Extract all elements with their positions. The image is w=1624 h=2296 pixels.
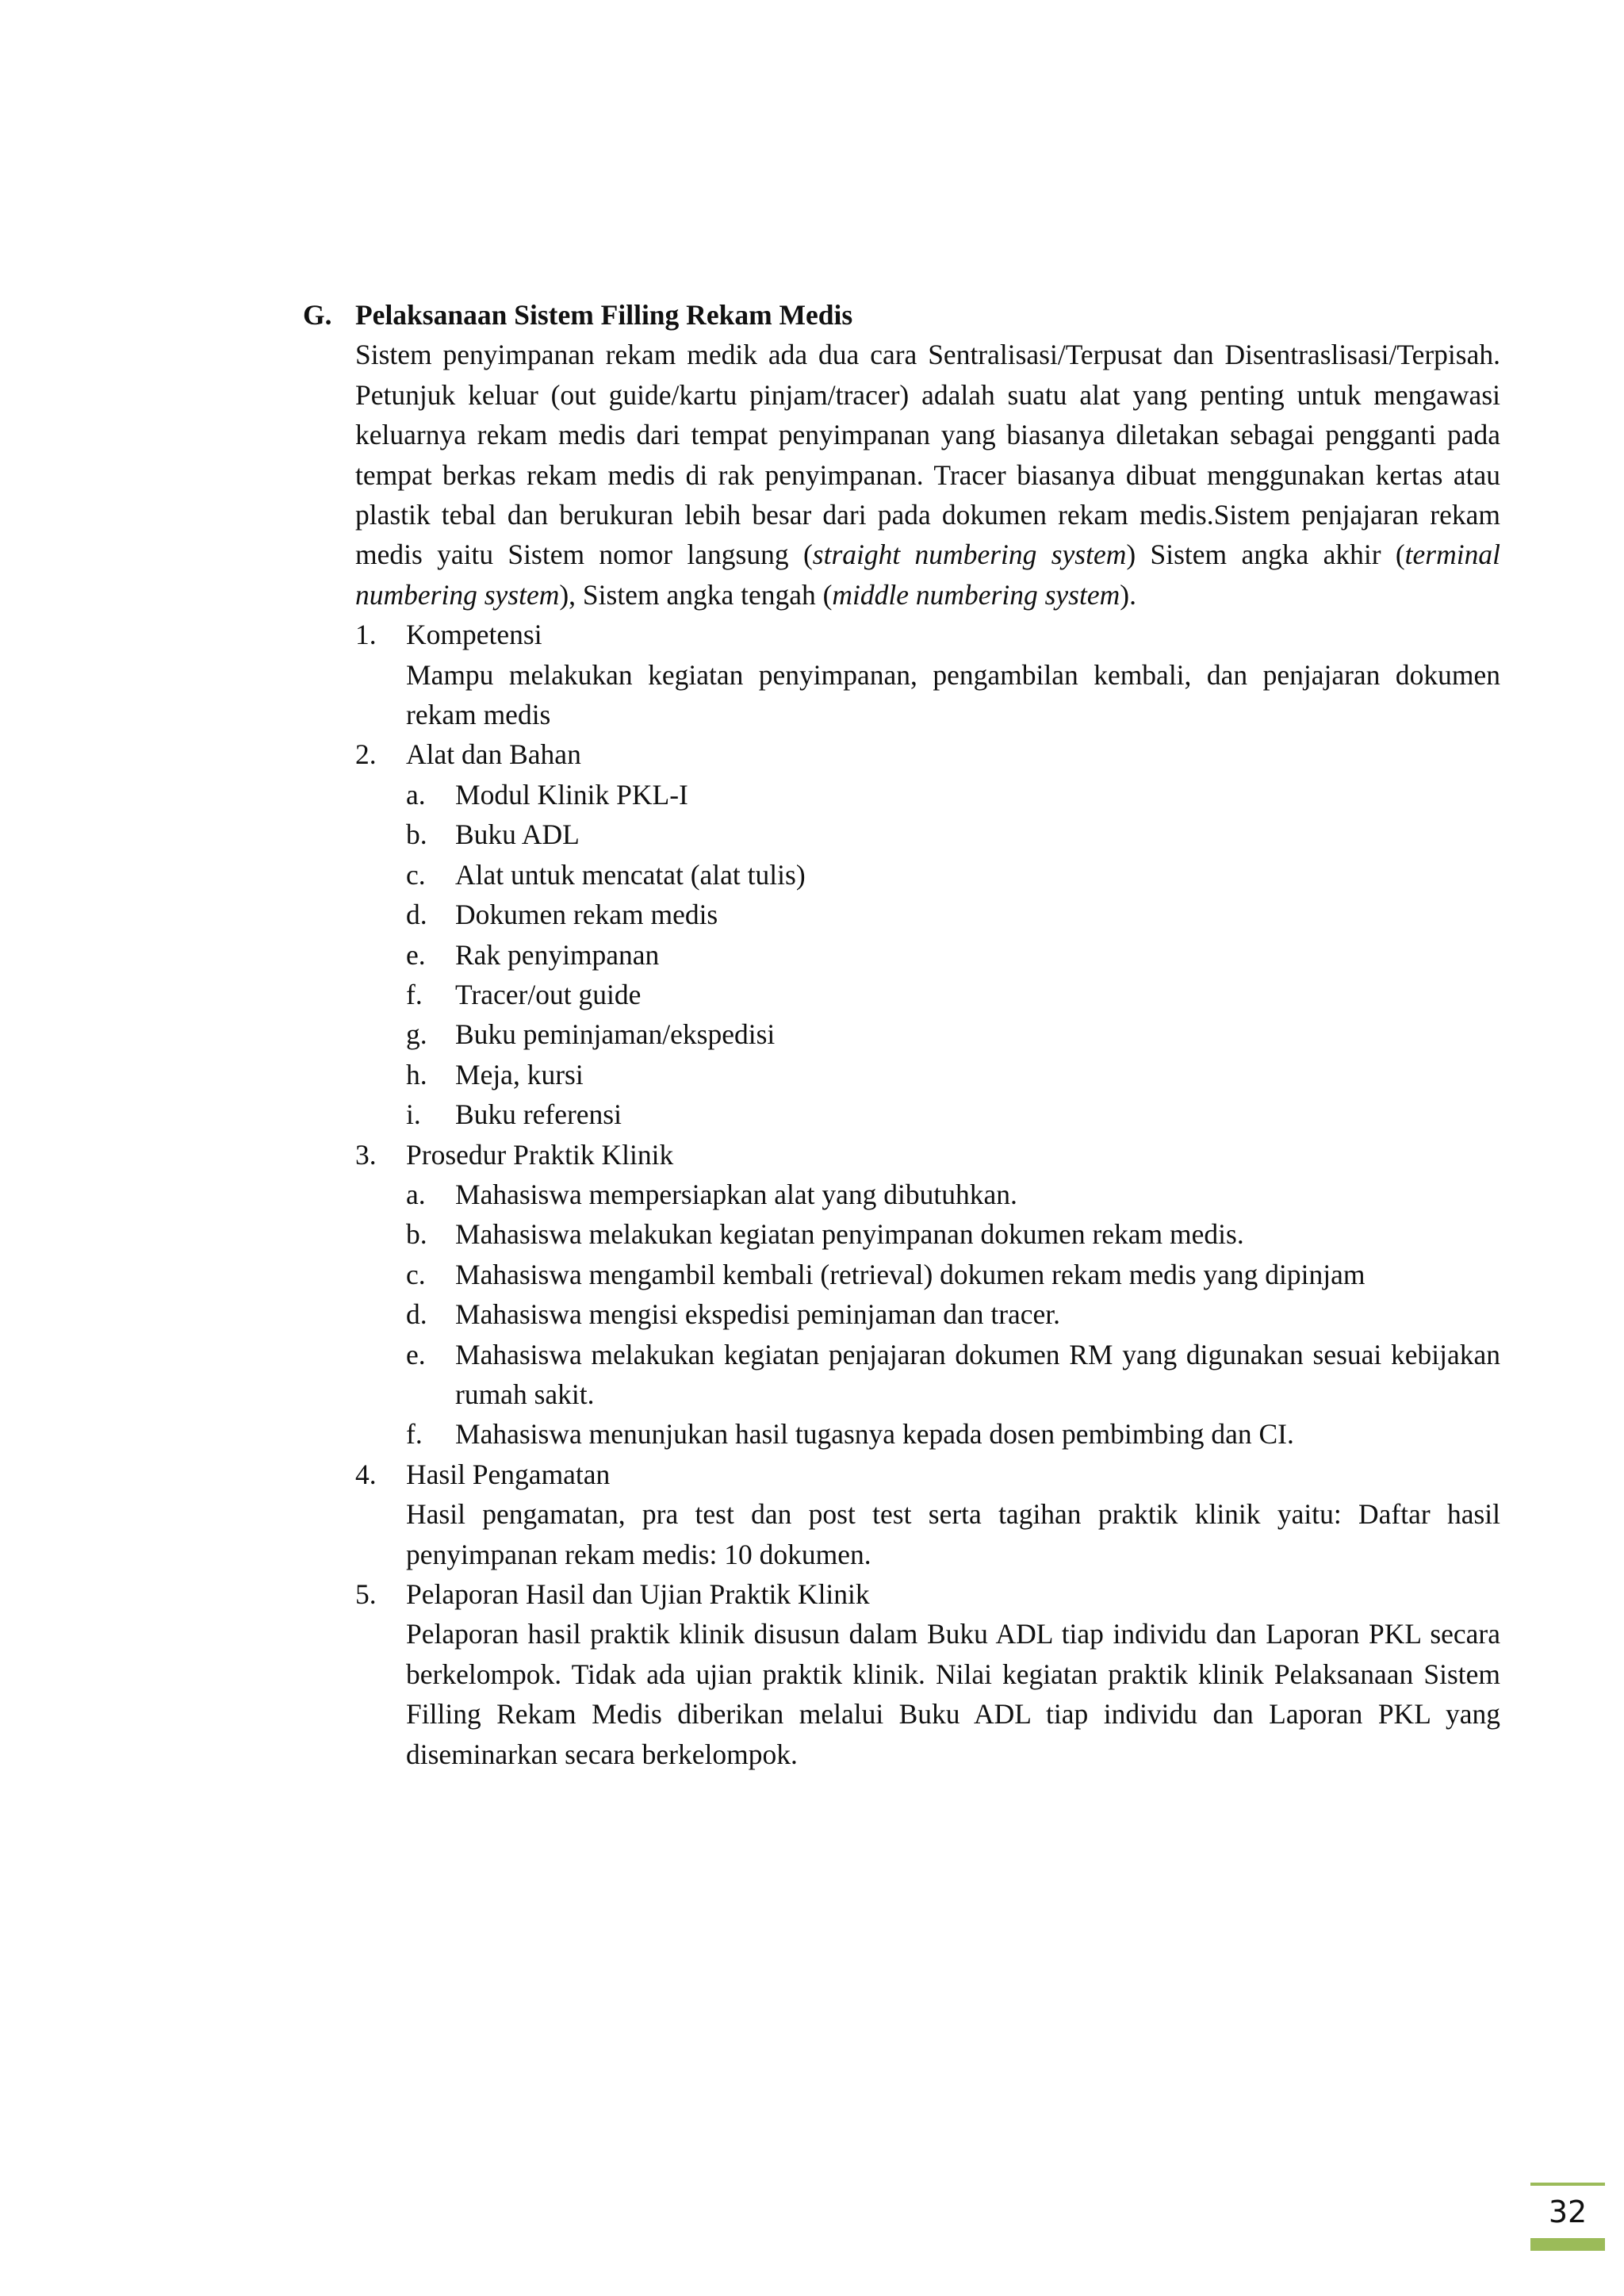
sub-list-item-text: Rak penyimpanan — [455, 938, 660, 971]
section-letter: G. — [303, 299, 332, 331]
sub-list-item-text: Meja, kursi — [455, 1058, 584, 1091]
list-item — [355, 1135, 1500, 1455]
sub-list-item-letter: c. — [406, 1258, 426, 1290]
intro-italic-term: terminal numbering system — [355, 539, 1500, 611]
sub-list-item — [406, 1094, 1500, 1134]
list-item-body — [406, 1574, 1500, 1774]
sub-list-item — [406, 1255, 1500, 1294]
document-body — [303, 295, 1500, 1774]
sub-list-item-letter: f. — [406, 1418, 423, 1451]
list-item-paragraph: Mampu melakukan kegiatan penyimpanan, pengambilan kembali, dan penjajaran dokumen rekam medis — [406, 658, 1500, 731]
sub-list-item-text: Mahasiswa mengisi ekspedisi peminjaman dan tracer. — [455, 1298, 1061, 1331]
page-number: 32 — [1548, 2194, 1588, 2229]
list-item-number: 2. — [355, 738, 377, 771]
intro-text-run: Sistem penyimpanan rekam medik ada dua cara Sentralisasi/Terpusat dan Disentraslisasi/Terpisah. Petunjuk keluar (out guide/kartu pinjam/tracer) adalah suatu alat yang penting untuk mengawasi keluarnya rekam medis dari tempat penyimpanan yang biasanya diletakan sebagai pengganti pada tempat berkas rekam medis di rak penyimpanan. Tracer biasanya dibuat menggunakan kertas atau plastik tebal dan berukuran lebih besar dari pada dokumen rekam medis.Sistem penjajaran rekam medis yaitu Sistem nomor langsung ( — [355, 339, 1500, 571]
sub-list-item-text: Buku ADL — [455, 818, 580, 851]
sub-list-item — [406, 855, 1500, 895]
list-item-paragraph: Pelaporan hasil praktik klinik disusun dalam Buku ADL tiap individu dan Laporan PKL secara berkelompok. Tidak ada ujian praktik klinik. Nilai kegiatan praktik klinik Pelaksanaan Sistem Filling Rekam Medis diberikan melalui Buku ADL tiap individu dan Laporan PKL yang diseminarkan secara berkelompok. — [406, 1618, 1500, 1770]
list-item — [355, 1455, 1500, 1574]
sub-list-item-letter: b. — [406, 1218, 427, 1251]
intro-text-run: ). — [1120, 578, 1136, 611]
list-item — [355, 1574, 1500, 1774]
sub-list-item — [406, 1014, 1500, 1054]
section-heading — [303, 295, 1500, 335]
list-item-body — [406, 734, 1500, 1134]
sub-list-item-letter: e. — [406, 938, 426, 971]
intro-text-run: ) Sistem angka akhir ( — [1126, 539, 1405, 571]
intro-italic-term: straight numbering system — [812, 539, 1127, 571]
list-item — [355, 615, 1500, 734]
sub-list-item — [406, 1175, 1500, 1214]
sub-list-item-text: Dokumen rekam medis — [455, 899, 718, 931]
sub-list-item-text: Buku referensi — [455, 1098, 622, 1131]
sub-list-item-letter: b. — [406, 818, 427, 851]
section-intro-paragraph — [355, 335, 1500, 615]
footer-accent-bar — [1530, 2238, 1605, 2251]
sub-list-item — [406, 935, 1500, 975]
list-item-body — [406, 615, 1500, 734]
sub-list-item — [406, 975, 1500, 1014]
list-item-title: Kompetensi — [406, 619, 542, 651]
intro-text-run: ), Sistem angka tengah ( — [559, 578, 833, 611]
sub-list-item-letter: a. — [406, 1178, 426, 1210]
list-item-paragraph: Hasil pengamatan, pra test dan post test serta tagihan praktik klinik yaitu: Daftar hasil penyimpanan rekam medis: 10 dokumen. — [406, 1498, 1500, 1570]
sub-list-item-text: Tracer/out guide — [455, 978, 642, 1010]
list-item-number: 3. — [355, 1138, 377, 1171]
sub-list-item-text: Modul Klinik PKL-I — [455, 778, 688, 811]
section-title: Pelaksanaan Sistem Filling Rekam Medis — [355, 299, 853, 331]
sub-list-item-letter: e. — [406, 1338, 426, 1370]
list-item-title: Alat dan Bahan — [406, 738, 581, 771]
list-item-number: 5. — [355, 1578, 377, 1610]
sub-list-item-text: Alat untuk mencatat (alat tulis) — [455, 858, 806, 891]
sub-list-item — [406, 895, 1500, 934]
sub-list-item-letter: d. — [406, 899, 427, 931]
list-item-body — [406, 1135, 1500, 1455]
intro-italic-term: middle numbering system — [832, 578, 1120, 611]
list-item-title: Prosedur Praktik Klinik — [406, 1138, 674, 1171]
list-item-number: 4. — [355, 1458, 377, 1490]
sub-list-item-letter: g. — [406, 1018, 427, 1051]
sub-list-item — [406, 1294, 1500, 1334]
sub-list-item-text: Buku peminjaman/ekspedisi — [455, 1018, 776, 1051]
sub-list-item-text: Mahasiswa mempersiapkan alat yang dibutuhkan. — [455, 1178, 1017, 1210]
sub-list-item-text: Mahasiswa mengambil kembali (retrieval) dokumen rekam medis yang dipinjam — [455, 1258, 1365, 1290]
list-item-number: 1. — [355, 619, 377, 651]
sub-list-item-letter: i. — [406, 1098, 421, 1131]
sub-list-item — [406, 775, 1500, 815]
sub-list-item-text: Mahasiswa melakukan kegiatan penjajaran dokumen RM yang digunakan sesuai kebijakan rumah sakit. — [455, 1338, 1500, 1410]
list-item-title: Hasil Pengamatan — [406, 1458, 611, 1490]
sub-list-item-letter: f. — [406, 978, 423, 1010]
sub-list-item-letter: h. — [406, 1058, 427, 1091]
sub-list-item — [406, 1214, 1500, 1254]
sub-list-item — [406, 1414, 1500, 1454]
sub-list-item-letter: c. — [406, 858, 426, 891]
sub-list-item-text: Mahasiswa menunjukan hasil tugasnya kepada dosen pembimbing dan CI. — [455, 1418, 1294, 1451]
sub-list-item — [406, 1055, 1500, 1094]
sub-list-item — [406, 1335, 1500, 1415]
list-item-title: Pelaporan Hasil dan Ujian Praktik Klinik — [406, 1578, 870, 1610]
sub-list-item-letter: a. — [406, 778, 426, 811]
page-footer — [1530, 2183, 1605, 2251]
sub-list-item-text: Mahasiswa melakukan kegiatan penyimpanan dokumen rekam medis. — [455, 1218, 1244, 1251]
list-item-body — [406, 1455, 1500, 1574]
sub-list-item-letter: d. — [406, 1298, 427, 1331]
sub-list-item — [406, 815, 1500, 854]
numbered-list — [303, 615, 1500, 1774]
list-item — [355, 734, 1500, 1134]
